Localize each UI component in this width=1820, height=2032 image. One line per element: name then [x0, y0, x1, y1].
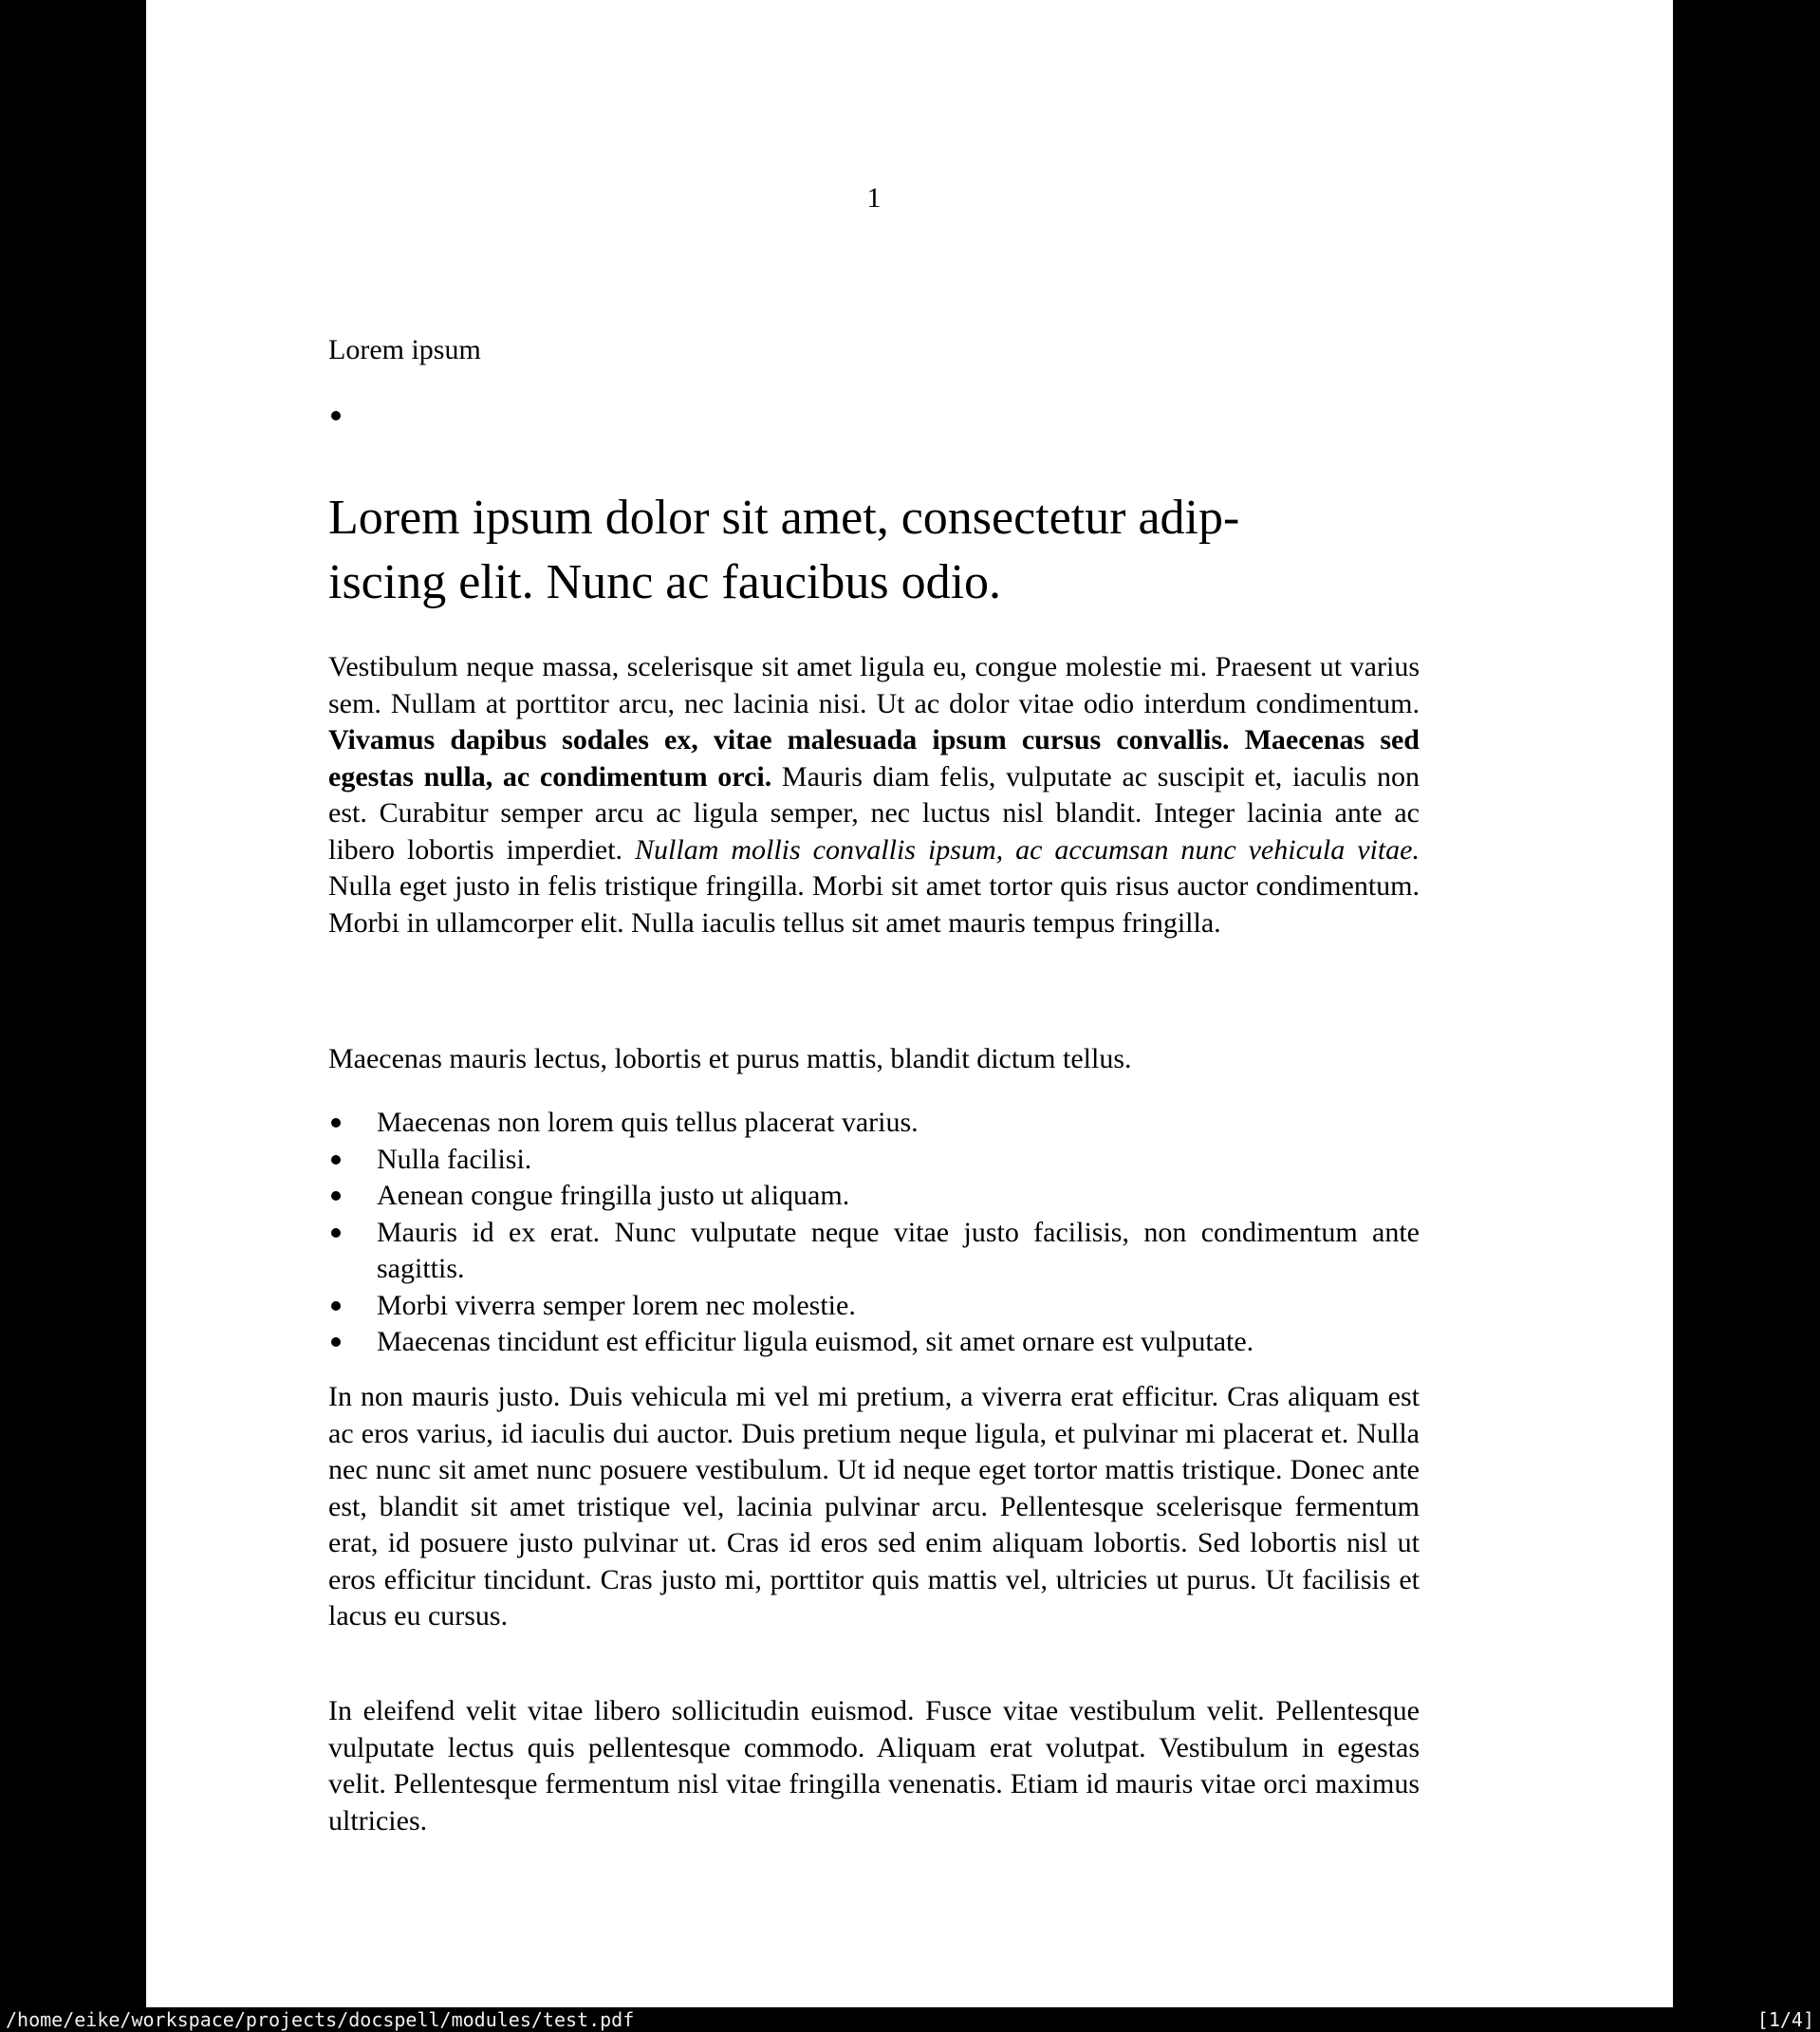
- bullet-icon: [331, 411, 341, 420]
- paragraph: In non mauris justo. Duis vehicula mi vel mi pretium, a viverra erat efficitur. Cras aliquam est ac eros varius, id iaculis dui auctor. Duis pretium neque ligula, et pulvinar mi placerat et. Nulla nec nunc sit amet nunc posuere vestibulum. Ut id neque eget tortor mattis tristique. Donec ante est, blandit sit amet tristique vel, lacinia pulvinar arcu. Pellentesque scelerisque fermentum erat, id posuere justo pulvinar ut. Cras id eros sed enim aliquam lobortis. Sed lobortis nisl ut eros efficitur tincidunt. Cras justo mi, porttitor quis mattis vel, ultricies ut purus. Ut facilisis et lacus eu cursus.: [328, 1381, 1420, 1631]
- paragraph-segment: Vestibulum neque massa, scelerisque sit amet ligula eu, congue molestie mi. Praesent ut varius sem. Nullam at porttitor arcu, nec lacinia nisi. Ut ac dolor vitae odio interdum condimentum.: [328, 651, 1420, 719]
- bullet-icon: [331, 1118, 341, 1128]
- paragraph: In eleifend velit vitae libero sollicitudin euismod. Fusce vitae vestibulum velit. Pellentesque vulputate lectus quis pellentesque commodo. Aliquam erat volutpat. Vestibulum in egestas velit. Pellentesque fermentum nisl vitae fringilla venenatis. Etiam id mauris vitae orci maximus ultricies.: [328, 1695, 1420, 1836]
- paragraph: [328, 649, 1420, 941]
- list-item: [328, 1142, 1420, 1179]
- list-item: [328, 1215, 1420, 1288]
- page-content: [328, 0, 1420, 2007]
- list-item: [328, 1288, 1420, 1325]
- heading-line-2: iscing elit. Nunc ac faucibus odio.: [328, 555, 1002, 609]
- statusbar-file-path: /home/eike/workspace/projects/docspell/modules/test.pdf: [6, 2008, 635, 2031]
- bullet-icon: [331, 1228, 341, 1238]
- list-item: [328, 1324, 1420, 1361]
- document-page[interactable]: [146, 0, 1673, 2007]
- list-item-text: Mauris id ex erat. Nunc vulputate neque vitae justo facilisis, non condimentum ante sagittis.: [377, 1216, 1420, 1284]
- paragraph-segment: Mauris diam felis, vulputate ac suscipit et, iaculis non est. Curabitur semper arcu ac ligula semper, nec luctus nisl blandit. Integer lacinia ante ac libero lobortis imperdiet.: [328, 760, 1420, 866]
- statusbar: [0, 2007, 1820, 2032]
- heading-line-1: Lorem ipsum dolor sit amet, consectetur adip-: [328, 491, 1240, 545]
- list-item: [328, 1178, 1420, 1215]
- paragraph: Maecenas mauris lectus, lobortis et purus mattis, blandit dictum tellus.: [328, 1043, 1132, 1074]
- paragraph-segment: Nulla eget justo in felis tristique fringilla. Morbi sit amet tortor quis risus auctor condimentum. Morbi in ullamcorper elit. Nulla iaculis tellus sit amet mauris tempus fringilla.: [328, 870, 1420, 939]
- bullet-icon: [331, 1155, 341, 1165]
- list-item-text: Morbi viverra semper lorem nec molestie.: [377, 1289, 856, 1321]
- bullet-icon: [331, 1191, 341, 1201]
- list-item-text: Aenean congue fringilla justo ut aliquam.: [377, 1180, 850, 1211]
- bullet-icon: [331, 1301, 341, 1311]
- document-heading: [328, 486, 1420, 615]
- paragraph-segment-italic: Nullam mollis convallis ipsum, ac accumsan nunc vehicula vitae.: [635, 833, 1420, 866]
- intro-text: Lorem ipsum: [328, 334, 481, 365]
- bullet-icon: [331, 1337, 341, 1347]
- list-item-text: Maecenas tincidunt est efficitur ligula euismod, sit amet ornare est vulputate.: [377, 1326, 1254, 1357]
- statusbar-page-indicator: [1/4]: [1756, 2008, 1814, 2031]
- list-item-text: Maecenas non lorem quis tellus placerat varius.: [377, 1107, 919, 1138]
- list-item: [328, 1105, 1420, 1142]
- page-number: 1: [866, 182, 882, 214]
- bullet-list: [328, 1105, 1420, 1361]
- paragraph-segment-bold: Vivamus dapibus sodales ex, vitae malesuada ipsum cursus convallis. Maecenas sed egestas nulla, ac condimentum orci.: [328, 724, 1420, 792]
- list-item-text: Nulla facilisi.: [377, 1143, 532, 1175]
